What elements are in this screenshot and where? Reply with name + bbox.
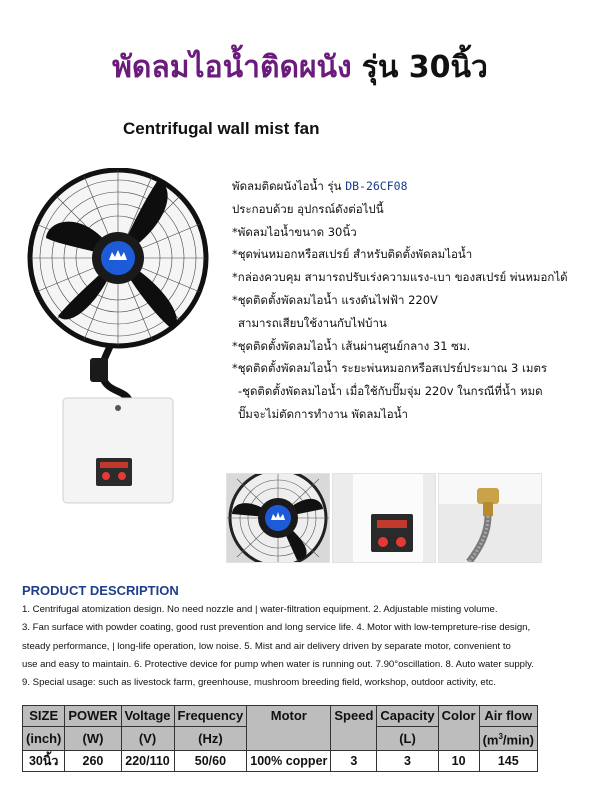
description-line: 9. Special usage: such as livestock farm, greenhouse, mushroom breeding field, workshop, outdoor activity, etc. bbox=[22, 677, 496, 689]
feature-line: *ชุดติดตั้งพัดลมไอน้ำ แรงดันไฟฟ้า 220V bbox=[232, 292, 438, 307]
spec-cell-voltage: 220/110 bbox=[121, 751, 174, 772]
description-line: steady performance, | long-life operation, low noise. 5. Mist and air delivery driven by separate motor, convenient to bbox=[22, 640, 511, 652]
feature-line: -ชุดติดตั้งพัดลมไอน้ำ เมื่อใช้กับปั๊มจุ่ม 220v ในกรณีที่น้ำ หมด bbox=[238, 384, 543, 399]
description-line: 3. Fan surface with powder coating, good rust prevention and long service life. 4. Motor with low-tempreture-rise design, bbox=[22, 622, 531, 634]
spec-header-color: Color bbox=[438, 706, 479, 751]
feature-line: ประกอบด้วย อุปกรณ์ดังต่อไปนี้ bbox=[232, 201, 384, 216]
spec-header-motor: Motor bbox=[247, 706, 331, 751]
spec-header-row bbox=[23, 706, 538, 727]
title-model: รุ่น 30นิ้ว bbox=[361, 50, 488, 85]
spec-cell-power: 260 bbox=[65, 751, 121, 772]
air-flow-unit-suffix: /min) bbox=[502, 732, 534, 748]
spec-unit-voltage: (V) bbox=[121, 727, 174, 751]
spec-table bbox=[22, 705, 538, 772]
product-description bbox=[22, 601, 582, 692]
air-flow-unit-sup: 3 bbox=[498, 732, 503, 741]
spec-header-capacity: Capacity bbox=[377, 706, 438, 727]
feature-line: *ชุดติดตั้งพัดลมไอน้ำ ระยะพ่นหมอกหรือสเปรย์ประมาณ 3 เมตร bbox=[232, 361, 548, 376]
control-box bbox=[63, 398, 173, 503]
feature-model-line bbox=[232, 175, 592, 198]
spec-data-row bbox=[23, 751, 538, 772]
feature-line: ปั๊มจะไม่ตัดการทำงาน พัดลมไอน้ำ bbox=[238, 406, 409, 421]
spec-header-speed: Speed bbox=[331, 706, 377, 751]
description-line: 1. Centrifugal atomization design. No need nozzle and | water-filtration equipment. 2. Adjustable misting volume. bbox=[22, 604, 498, 615]
product-subtitle: Centrifugal wall mist fan bbox=[123, 119, 320, 138]
feature-line: *ชุดพ่นหมอกหรือสเปรย์ สำหรับติดตั้งพัดลมไอน้ำ bbox=[232, 247, 473, 262]
spec-unit-power: (W) bbox=[65, 727, 121, 751]
spec-cell-air-flow: 145 bbox=[479, 751, 537, 772]
thumbnail-control-box[interactable] bbox=[332, 473, 436, 563]
fan-illustration bbox=[18, 168, 218, 508]
feature-line: *ชุดติดตั้งพัดลมไอน้ำ เส้นผ่านศูนย์กลาง 31 ซม. bbox=[232, 338, 471, 353]
thumbnail-fan-hub[interactable] bbox=[226, 473, 330, 563]
air-flow-unit-prefix: (m bbox=[482, 732, 499, 748]
feature-line: สามารถเสียบใช้งานกับไฟบ้าน bbox=[238, 315, 387, 330]
spec-header-size: SIZE bbox=[23, 706, 65, 727]
spec-unit-capacity: (L) bbox=[377, 727, 438, 751]
spec-header-voltage: Voltage bbox=[121, 706, 174, 727]
spec-header-power: POWER bbox=[65, 706, 121, 727]
thumbnail-gallery bbox=[226, 473, 540, 561]
spec-header-frequency: Frequency bbox=[174, 706, 247, 727]
wall-mist-fan-image bbox=[18, 168, 218, 508]
feature-line: *พัดลมไอน้ำขนาด 30นิ้ว bbox=[232, 224, 357, 239]
feature-model-prefix: พัดลมติดผนังไอน้ำ รุ่น bbox=[232, 179, 346, 193]
spec-unit-size: (inch) bbox=[23, 727, 65, 751]
thumbnail-spray-nozzle[interactable] bbox=[438, 473, 542, 563]
feature-line: *กล่องควบคุม สามารถปรับเร่งความแรง-เบา ของสเปรย์ พ่นหมอกได้ bbox=[232, 270, 568, 285]
product-description-heading: PRODUCT DESCRIPTION bbox=[22, 583, 179, 598]
spec-unit-frequency: (Hz) bbox=[174, 727, 247, 751]
title-thai: พัดลมไอน้ำติดผนัง bbox=[112, 50, 352, 85]
spec-cell-motor: 100% copper bbox=[247, 751, 331, 772]
description-line: use and easy to maintain. 6. Protective device for pump when water is running out. 7.90°oscillation. 8. Auto water supply. bbox=[22, 658, 534, 670]
spec-header-air-flow: Air flow bbox=[479, 706, 537, 727]
spec-cell-frequency: 50/60 bbox=[174, 751, 247, 772]
spec-cell-size: 30นิ้ว bbox=[23, 751, 65, 772]
feature-list bbox=[232, 175, 592, 426]
page-title bbox=[0, 44, 600, 91]
model-code: DB-26CF08 bbox=[345, 179, 408, 193]
spec-cell-speed: 3 bbox=[331, 751, 377, 772]
spec-unit-air-flow bbox=[479, 727, 537, 751]
spec-cell-color: 10 bbox=[438, 751, 479, 772]
wall-mount-bracket bbox=[90, 358, 108, 382]
spec-cell-capacity: 3 bbox=[377, 751, 438, 772]
